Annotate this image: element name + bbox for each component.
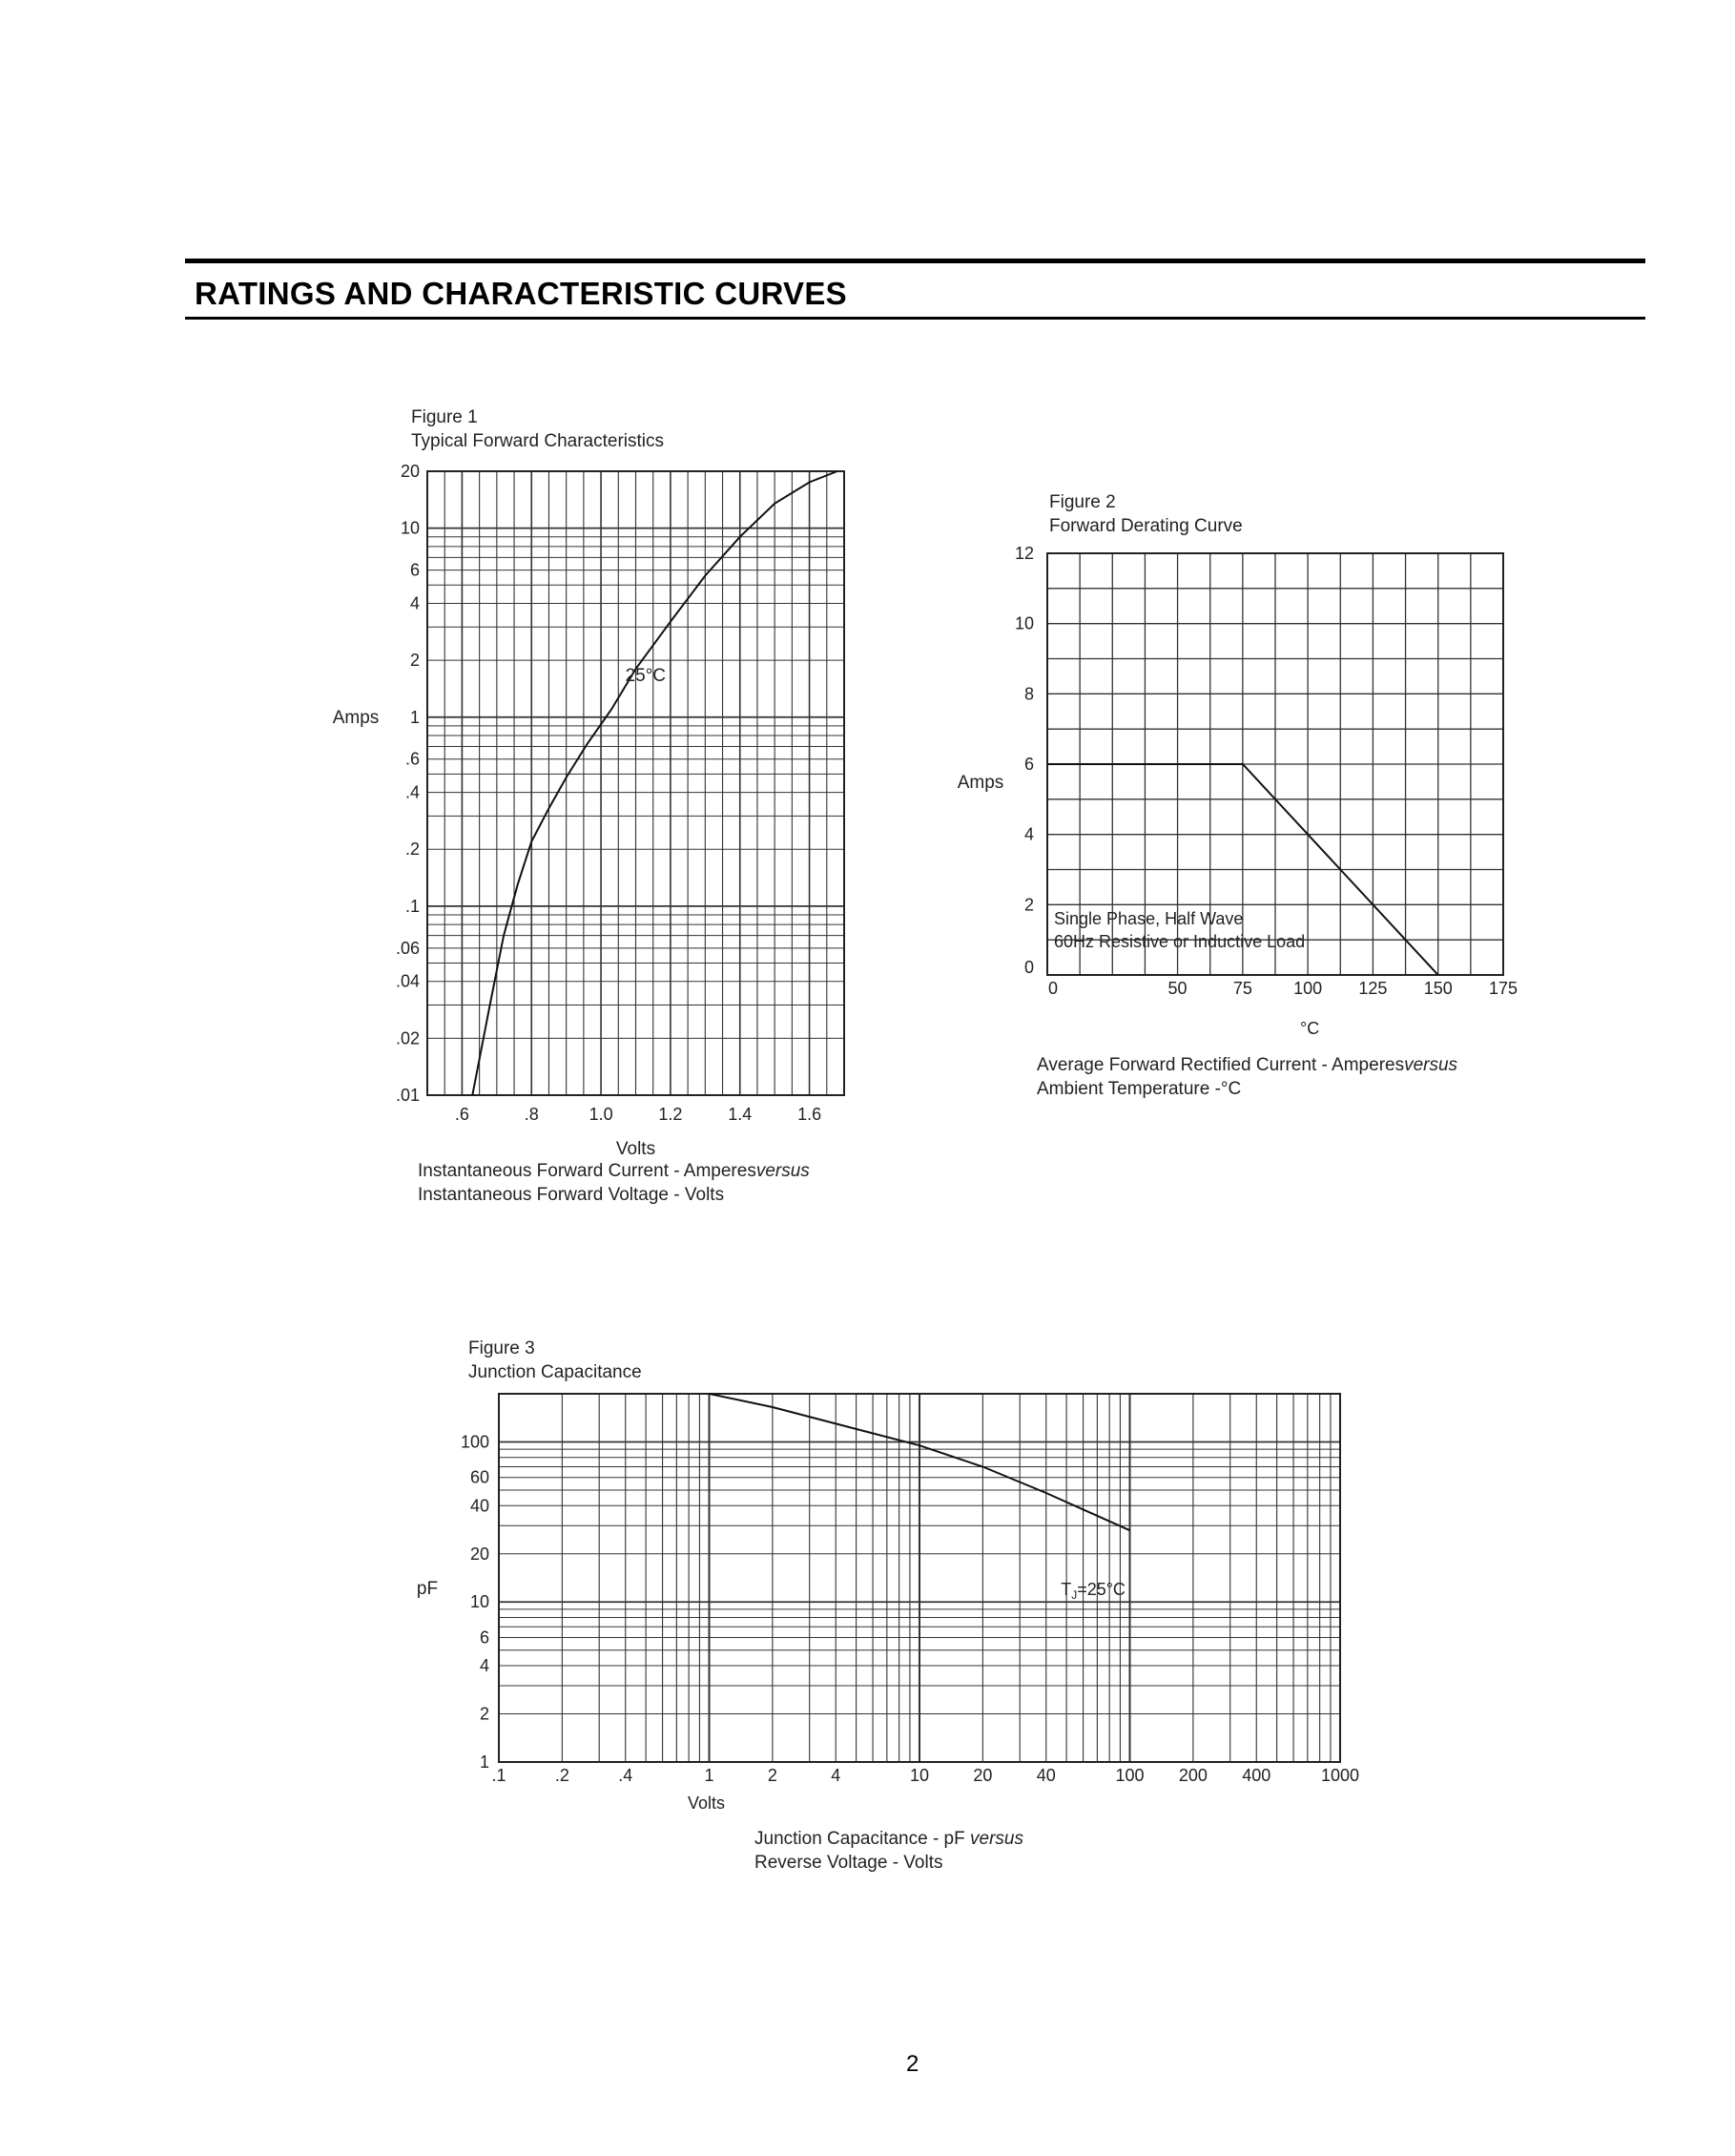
x-tick-label: 2 xyxy=(767,1766,777,1785)
x-tick-label: .8 xyxy=(524,1105,539,1124)
y-tick-label: 40 xyxy=(469,1496,489,1516)
x-tick-label: 200 xyxy=(1178,1766,1208,1785)
x-tick-label: 1.6 xyxy=(797,1105,822,1124)
figure-2-caption-line2: Ambient Temperature -°C xyxy=(1037,1079,1242,1099)
figure-3-chart xyxy=(417,1394,1359,1813)
x-tick-label: 400 xyxy=(1242,1766,1271,1785)
x-tick-label: 175 xyxy=(1488,979,1518,998)
x-tick-label: .1 xyxy=(491,1766,506,1785)
x-axis-label: Volts xyxy=(615,1139,656,1159)
y-tick-label: 60 xyxy=(469,1467,489,1487)
y-tick-label: 8 xyxy=(1023,684,1034,704)
y-tick-label: .6 xyxy=(404,749,420,769)
y-tick-label: 4 xyxy=(479,1656,489,1676)
figure-3-caption-versus: versus xyxy=(970,1829,1023,1849)
x-tick-label: 100 xyxy=(1293,979,1323,998)
y-tick-label: .4 xyxy=(404,782,420,802)
x-tick-label: 125 xyxy=(1358,979,1388,998)
y-tick-label: 100 xyxy=(460,1432,489,1452)
x-tick-label: 1.0 xyxy=(589,1105,613,1124)
y-tick-label: 2 xyxy=(409,651,420,671)
figure-1-label: Figure 1 xyxy=(411,407,478,427)
annotation-single-phase: Single Phase, Half Wave xyxy=(1054,909,1244,929)
y-tick-label: 0 xyxy=(1023,958,1034,977)
figure-2-caption-line1: Average Forward Rectified Current - Amperes xyxy=(1037,1055,1405,1075)
figure-2-caption-versus: versus xyxy=(1404,1055,1458,1075)
x-tick-label: 75 xyxy=(1232,979,1252,998)
y-tick-label: .02 xyxy=(395,1028,420,1048)
y-tick-label: 2 xyxy=(1023,895,1034,915)
y-tick-label: 4 xyxy=(409,593,420,613)
x-tick-label: 1.2 xyxy=(658,1105,683,1124)
y-tick-label: 2 xyxy=(479,1704,489,1724)
x-tick-label: 10 xyxy=(909,1766,930,1785)
y-tick-label: .04 xyxy=(395,971,420,991)
y-tick-label: 10 xyxy=(400,518,420,538)
y-tick-label: 1 xyxy=(479,1752,489,1772)
y-tick-label: .01 xyxy=(395,1086,420,1105)
y-axis-label: pF xyxy=(416,1579,439,1600)
series-line-25c xyxy=(472,471,837,1095)
figure-3-title: Junction Capacitance xyxy=(468,1362,642,1382)
x-axis-label: °C xyxy=(1300,1019,1320,1038)
y-tick-label: 12 xyxy=(1014,544,1034,563)
y-tick-label: .06 xyxy=(395,938,420,958)
x-tick-label: 40 xyxy=(1036,1766,1056,1785)
figure-1-caption-versus: versus xyxy=(755,1161,810,1181)
page-title: RATINGS AND CHARACTERISTIC CURVES xyxy=(195,276,847,311)
x-tick-label: .4 xyxy=(618,1766,633,1785)
figure-1-caption-line2: Instantaneous Forward Voltage - Volts xyxy=(418,1185,725,1205)
annotation-60hz-load: 60Hz Resistive or Inductive Load xyxy=(1054,932,1306,952)
figure-3-caption-line2: Reverse Voltage - Volts xyxy=(754,1853,943,1873)
figure-1-title: Typical Forward Characteristics xyxy=(411,431,665,451)
x-axis-label: Volts xyxy=(687,1793,726,1813)
figure-3-caption-line1: Junction Capacitance - pF xyxy=(754,1829,971,1849)
x-tick-label: 50 xyxy=(1167,979,1188,998)
figure-1-caption-line1: Instantaneous Forward Current - Amperes xyxy=(418,1161,756,1181)
figure-3-label: Figure 3 xyxy=(468,1338,535,1358)
page-number: 2 xyxy=(906,2051,919,2077)
x-tick-label: .2 xyxy=(554,1766,569,1785)
y-tick-label: 6 xyxy=(409,560,420,580)
y-tick-label: 4 xyxy=(1023,824,1034,844)
y-tick-label: 10 xyxy=(469,1592,489,1612)
y-tick-label: 6 xyxy=(479,1627,489,1648)
x-tick-label: 1000 xyxy=(1320,1766,1360,1785)
y-tick-label: 6 xyxy=(1023,755,1034,774)
y-tick-label: .2 xyxy=(404,840,420,860)
figure-2-label: Figure 2 xyxy=(1049,492,1116,512)
y-axis-label: Amps xyxy=(957,773,1004,793)
annotation-25c: 25°C xyxy=(625,666,667,687)
x-tick-label: 1 xyxy=(704,1766,714,1785)
y-tick-label: .1 xyxy=(404,896,420,916)
x-tick-label: 20 xyxy=(973,1766,993,1785)
y-tick-label: 20 xyxy=(469,1544,489,1564)
x-tick-label: 0 xyxy=(1047,979,1059,998)
figure-2-chart xyxy=(958,544,1518,1038)
annotation-tj25: $T_J=25^\circ C$ xyxy=(1061,1579,1126,1602)
x-tick-label: 1.4 xyxy=(728,1105,753,1124)
x-tick-label: 100 xyxy=(1115,1766,1145,1785)
figure-1-chart xyxy=(333,462,844,1159)
y-axis-label: Amps xyxy=(332,707,380,728)
y-tick-label: 10 xyxy=(1014,613,1034,633)
figure-2-title: Forward Derating Curve xyxy=(1049,516,1243,536)
x-tick-label: 4 xyxy=(831,1766,841,1785)
x-tick-label: 150 xyxy=(1423,979,1453,998)
y-tick-label: 1 xyxy=(409,707,420,727)
x-tick-label: .6 xyxy=(454,1105,469,1124)
y-tick-label: 20 xyxy=(400,462,420,481)
